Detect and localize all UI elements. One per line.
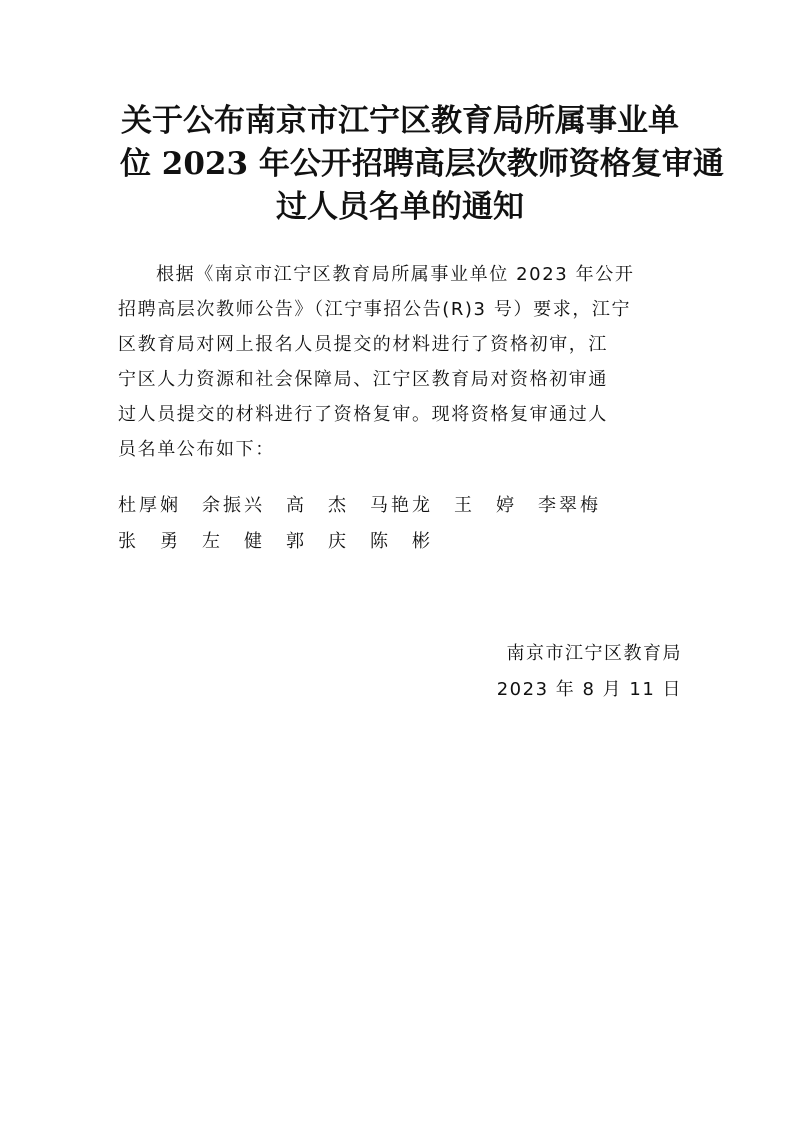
notice-body [118, 257, 688, 467]
candidate-name: 余振兴 [202, 495, 265, 516]
candidate-name: 王 婷 [454, 495, 517, 516]
title-line-1: 关于公布南京市江宁区教育局所属事业单 [121, 103, 679, 139]
body-line-6: 员名单公布如下： [118, 439, 275, 460]
body-line-4: 宁区人力资源和社会保障局、江宁区教育局对资格初审通 [118, 369, 608, 390]
body-line-2: 招聘高层次教师公告》（江宁事招公告(R)3 号）要求，江宁 [118, 299, 632, 320]
candidate-name: 陈 彬 [370, 531, 433, 552]
names-row-1 [118, 488, 688, 524]
candidate-name: 高 杰 [286, 495, 349, 516]
document-title [120, 100, 724, 229]
body-line-1: 根据《南京市江宁区教育局所属事业单位 2023 年公开 [156, 264, 635, 285]
body-line-3: 区教育局对网上报名人员提交的材料进行了资格初审，江 [118, 334, 608, 355]
candidate-name: 张 勇 [118, 531, 181, 552]
candidate-name: 郭 庆 [286, 531, 349, 552]
title-line-3: 过人员名单的通知 [276, 189, 524, 225]
candidate-name: 左 健 [202, 531, 265, 552]
candidate-name: 马艳龙 [370, 495, 433, 516]
candidate-name: 李翠梅 [538, 495, 601, 516]
names-row-2 [118, 524, 688, 560]
passed-candidates-list [118, 488, 688, 560]
body-line-5: 过人员提交的材料进行了资格复审。现将资格复审通过人 [118, 404, 608, 425]
title-line-2: 位 2023 年公开招聘高层次教师资格复审通 [120, 146, 724, 182]
candidate-name: 杜厚娴 [118, 495, 181, 516]
issuing-organization: 南京市江宁区教育局 [506, 643, 682, 664]
issue-date: 2023 年 8 月 11 日 [496, 679, 682, 700]
signature-block [497, 636, 682, 708]
